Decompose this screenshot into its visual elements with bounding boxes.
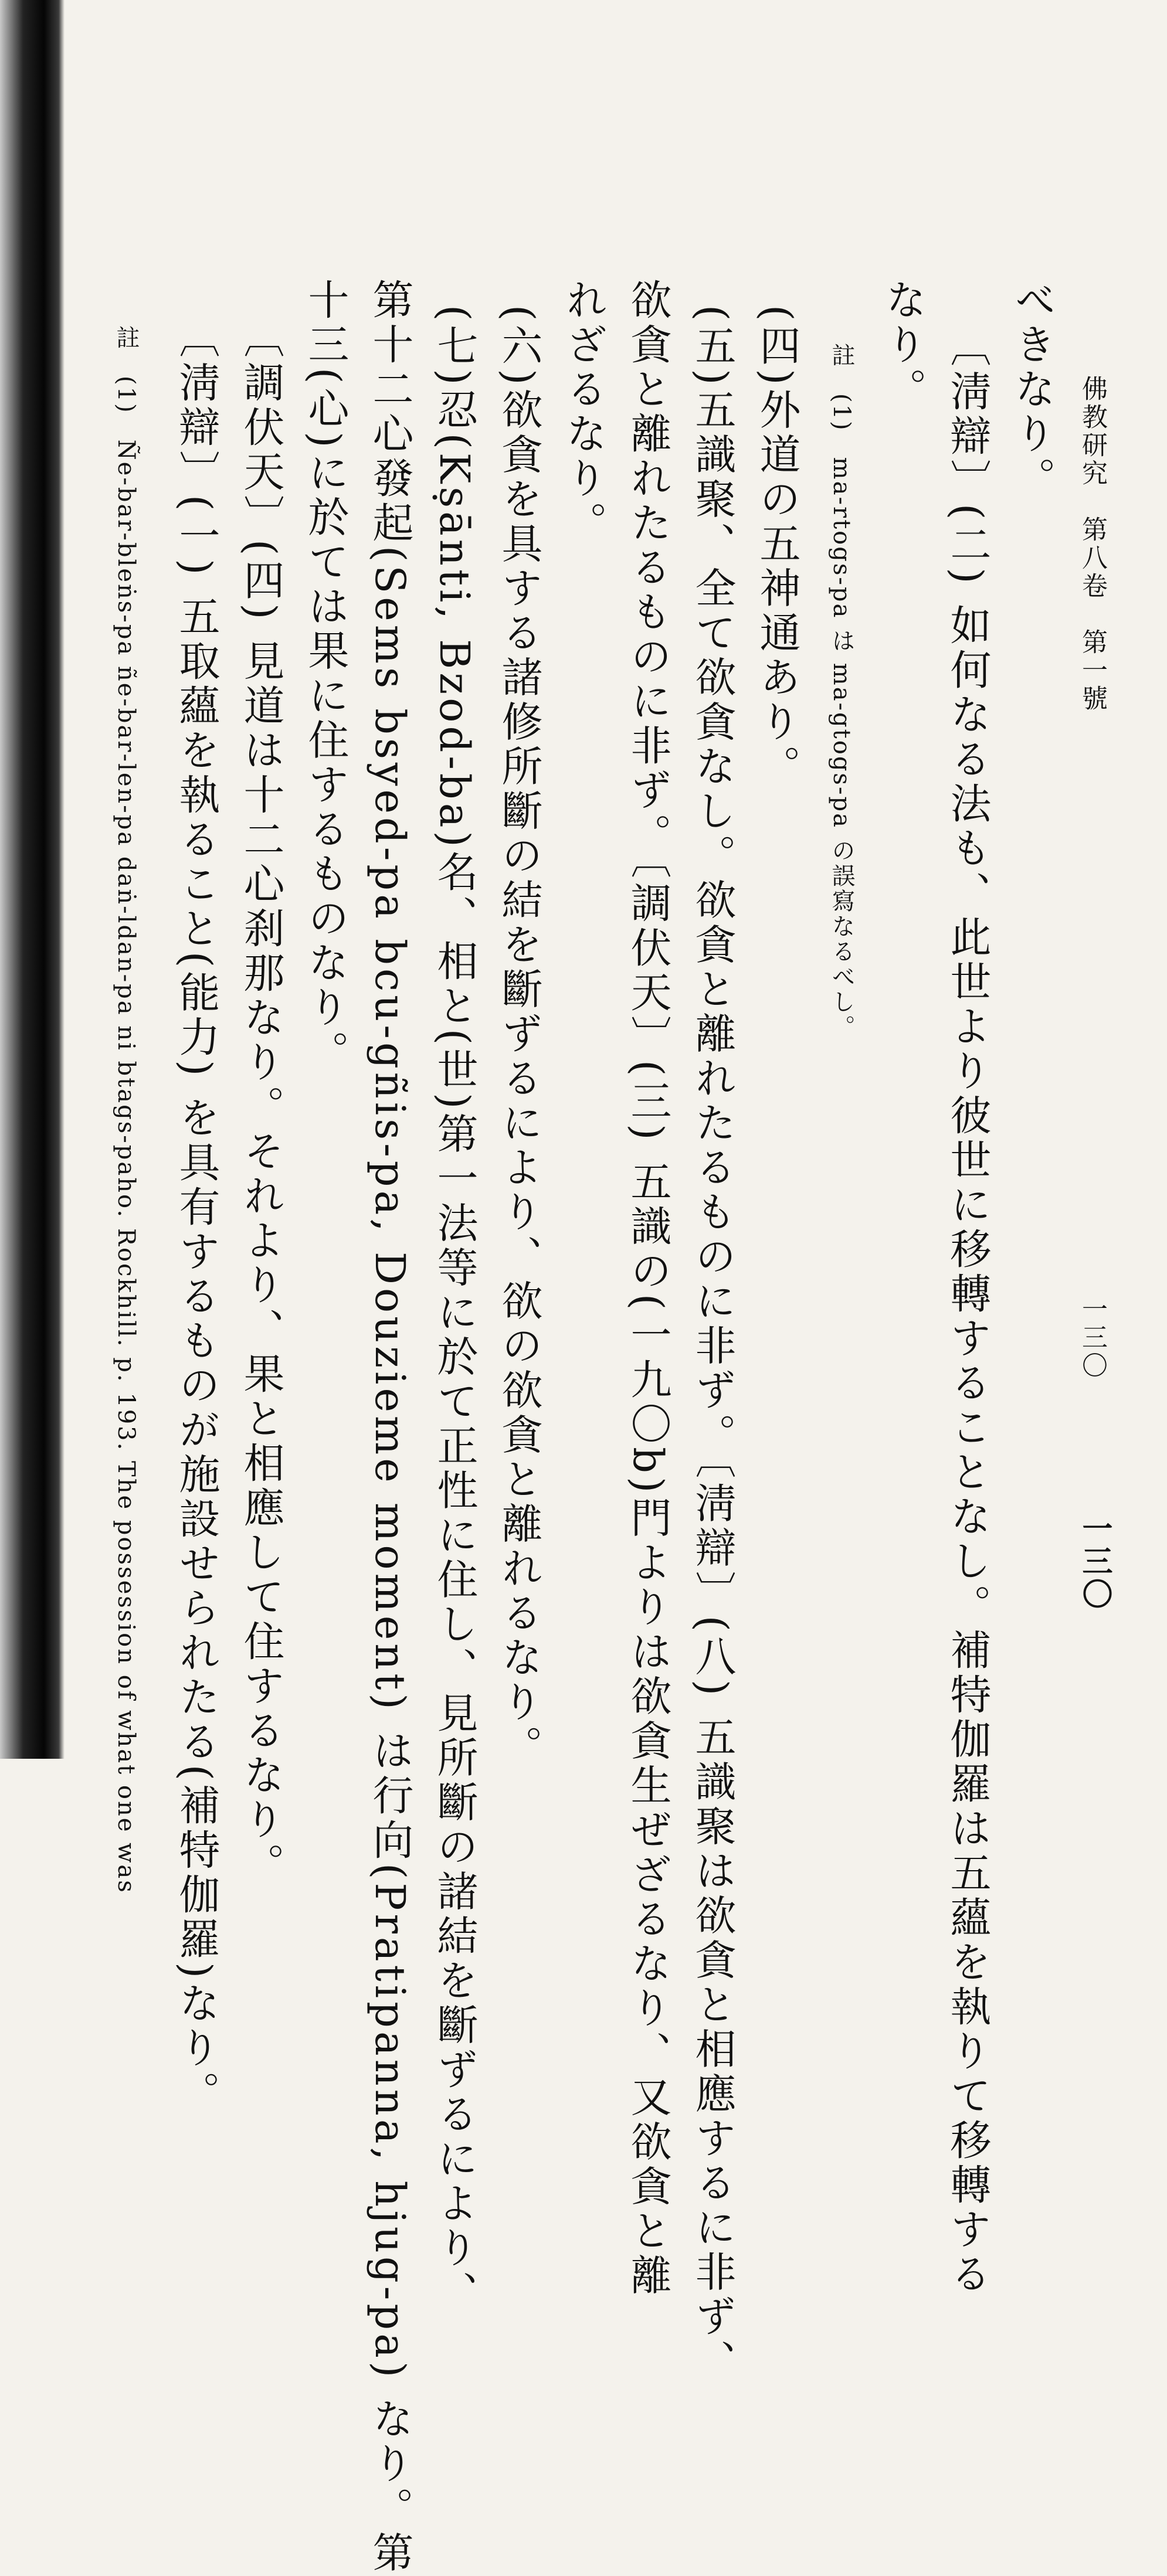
text-column: 〔淸辯〕(二) 如何なる法も、此世より彼世に移轉することなし。補特伽羅は五蘊を執りて移轉する xyxy=(944,325,992,2297)
text-column: (六)欲貪を具する諸修所斷の結を斷ずるにより、欲の欲貪と離れるなり。 xyxy=(495,305,543,1770)
text-column: 十三(心)に於ては果に住するものなり。 xyxy=(301,278,350,1075)
text-column: れざるなり。 xyxy=(559,278,608,546)
text-column: (七)忍(Kṣānti, Bzod-ba)名、相と(世)第一法等に於て正性に住し、見所斷の諸結を斷ずるにより、 xyxy=(430,305,479,2316)
text-column: べきなり。 xyxy=(1008,278,1056,501)
footnote: 註 (1) Ñe-bar-bleṅs-pa ñe-bar-len-pa daṅ-ldan-pa ni btags-paho. Rockhill. p. 193. The possession of what one was xyxy=(113,325,140,1894)
text-column: なり。 xyxy=(879,278,927,412)
page-number: 一三〇 xyxy=(1077,1296,1107,1380)
text-column: (四)外道の五神通あり。 xyxy=(753,305,801,790)
text-column: 欲貪と離れたるものに非ず。〔調伏天〕(三) 五識の(一九〇b)門よりは欲貪生ぜざるなり、又欲貪と離 xyxy=(624,278,672,2299)
stamped-page-number: 一三〇 xyxy=(1077,1513,1112,1611)
running-title: 佛教研究 第八卷 第一號 xyxy=(1077,375,1107,713)
binding-shadow xyxy=(0,0,65,1759)
text-column: 第十二心發起(Sems bsyed-pa bcu-gñis-pa, Douzieme moment) は行向(Pratipanna, hjug-pa) なり。第 xyxy=(366,278,414,2576)
footnote: 註 (1) ma-rtogs-pa は ma-gtogs-pa の誤寫なるべし。 xyxy=(828,343,855,1040)
text-column: 〔調伏天〕(四) 見道は十二心刹那なり。それより、果と相應して住するなり。 xyxy=(237,317,285,1887)
text-column: (五)五識聚、全て欲貪なし。欲貪と離れたるものに非ず。〔淸辯〕(八) 五識聚は欲貪と相應するに非ず、 xyxy=(688,305,737,2384)
text-column: 〔淸辯〕(一) 五取蘊を執ること(能力) を具有するものが施設せられたる(補特伽羅)なり。 xyxy=(172,317,220,2116)
